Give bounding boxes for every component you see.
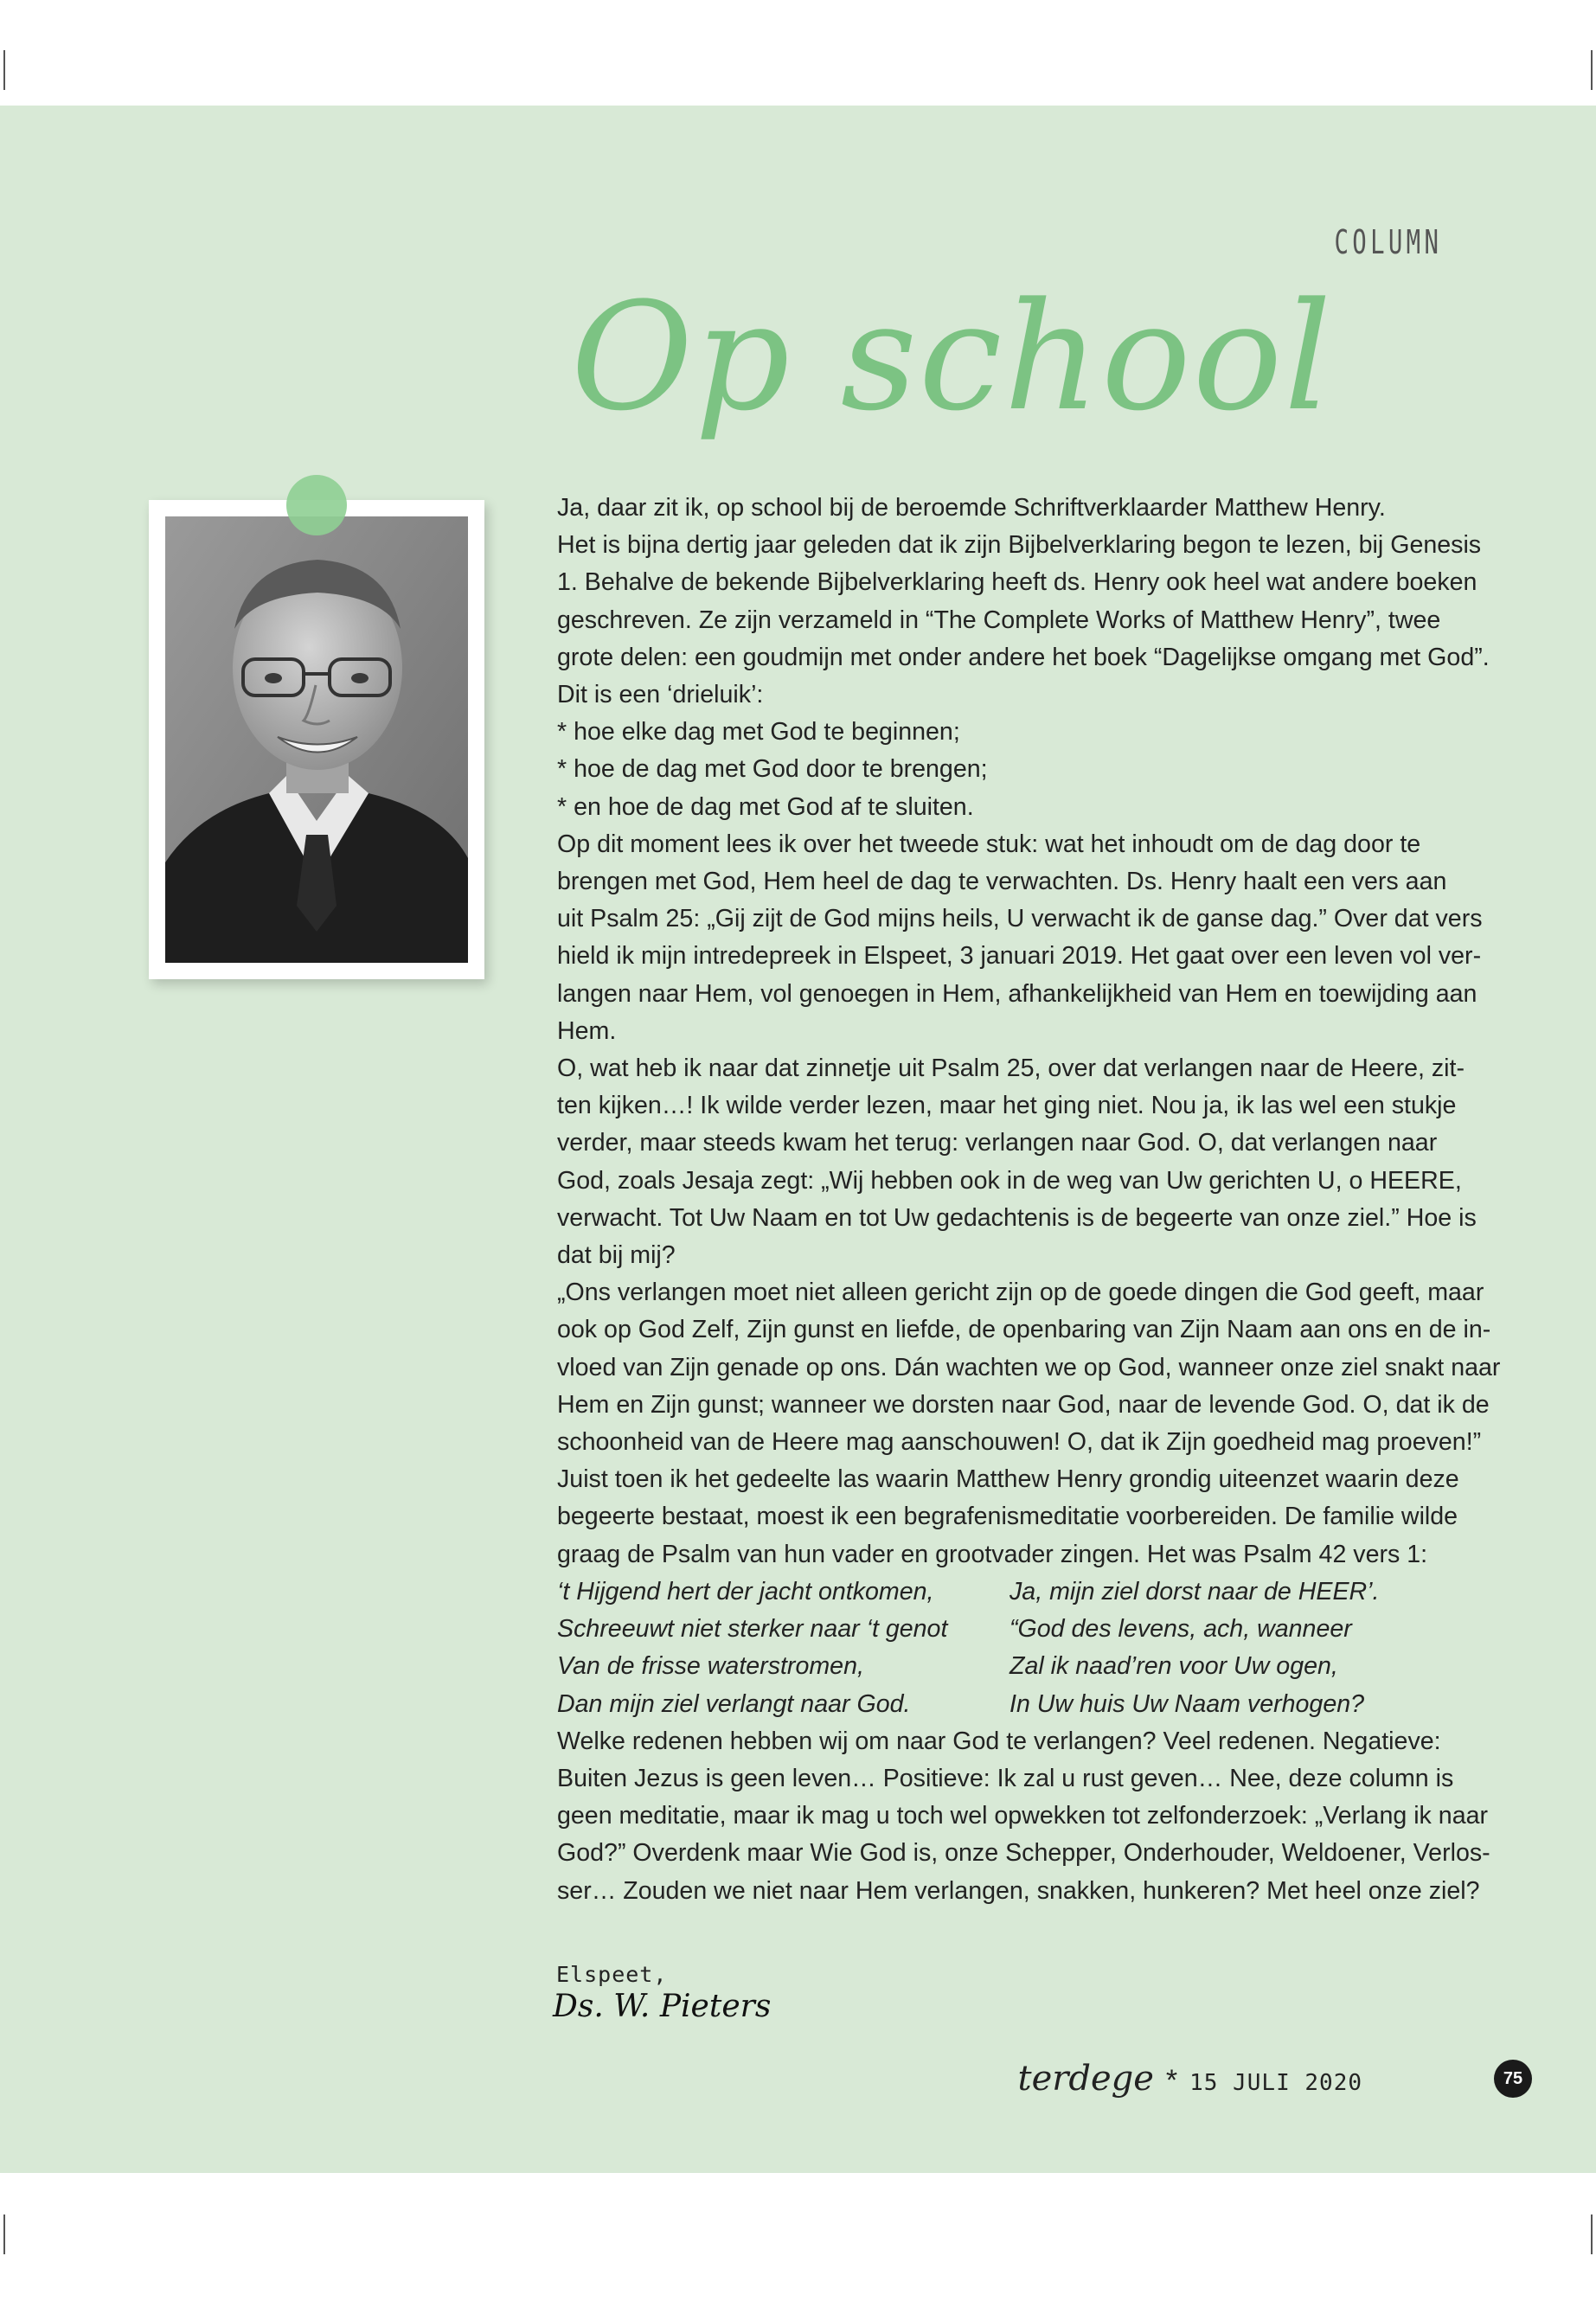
text-line: begeerte bestaat, moest ik een begrafenismeditatie voorbereiden. De familie wilde [557,1503,1458,1531]
crop-mark-bottom-left [3,2214,5,2254]
verse-line: In Uw huis Uw Naam verhogen? [1010,1689,1365,1718]
text-line: grote delen: een goudmijn met onder andere het boek “Dagelijkse omgang met God”. [557,643,1490,671]
text-line: * en hoe de dag met God af te sluiten. [557,792,974,821]
text-line: geen meditatie, maar ik mag u toch wel opwekken tot zelfonderzoek: „Verlang ik naar [557,1802,1489,1830]
verse-line: Schreeuwt niet sterker naar ‘t genot [557,1615,948,1644]
crop-mark-top-right [1591,50,1593,90]
verse-line: Zal ik naad’ren voor Uw ogen, [1010,1652,1338,1681]
text-line: schoonheid van de Heere mag aanschouwen! O, dat ik Zijn goedheid mag proeven!” [557,1428,1482,1457]
text-line: ser… Zouden we niet naar Hem verlangen, snakken, hunkeren? Met heel onze ziel? [557,1876,1480,1905]
article-body [557,490,1501,1910]
text-line: uit Psalm 25: „Gij zijt de God mijns heils, U verwacht ik de ganse dag.” Over dat vers [557,905,1483,933]
verse-line: Van de frisse waterstromen, [557,1652,864,1681]
page-number: 75 [1494,2060,1532,2098]
signature-name: Ds. W. Pieters [553,1989,772,2024]
verse-line: ‘t Hijgend hert der jacht ontkomen, [557,1577,934,1606]
text-line: God, zoals Jesaja zegt: „Wij hebben ook in de weg van Uw gerichten U, o HEERE, [557,1166,1462,1195]
page-footer [1018,2059,1363,2099]
signature-block [553,1962,772,2024]
text-line: verder, maar steeds kwam het terug: verlangen naar God. O, dat verlangen naar [557,1129,1438,1157]
text-line: Op dit moment lees ik over het tweede stuk: wat het inhoudt om de dag door te [557,830,1421,858]
text-line: Dit is een ‘drieluik’: [557,681,764,709]
psalm-verse [557,1574,1496,1723]
signature-place: Elspeet, [556,1962,668,1987]
text-line: „Ons verlangen moet niet alleen gericht zijn op de goede dingen die God geeft, maar [557,1279,1484,1307]
crop-mark-bottom-right [1591,2214,1593,2254]
text-line: God?” Overdenk maar Wie God is, onze Schepper, Onderhouder, Weldoener, Verlos- [557,1839,1490,1868]
text-line: O, wat heb ik naar dat zinnetje uit Psalm 25, over dat verlangen naar de Heere, zit- [557,1054,1465,1083]
text-line: ten kijken…! Ik wilde verder lezen, maar het ging niet. Nou ja, ik las wel een stukje [557,1092,1457,1120]
text-line: dat bij mij? [557,1241,676,1270]
text-line: ook op God Zelf, Zijn gunst en liefde, de openbaring van Zijn Naam aan ons en de in- [557,1316,1491,1344]
text-line: verwacht. Tot Uw Naam en tot Uw gedachtenis is de begeerte van onze ziel.” Hoe is [557,1203,1477,1232]
body-paragraphs [557,490,1501,1574]
text-line: hield ik mijn intredepreek in Elspeet, 3 januari 2019. Het gaat over een leven vol ver- [557,942,1482,971]
pushpin-dot [286,475,347,535]
text-line: brengen met God, Hem heel de dag te verwachten. Ds. Henry haalt een vers aan [557,868,1447,896]
portrait-image [165,516,468,963]
text-line: Buiten Jezus is geen leven… Positieve: Ik zal u rust geven… Nee, deze column is [557,1764,1454,1792]
text-line: langen naar Hem, vol genoegen in Hem, afhankelijkheid van Hem en toewijding aan [557,979,1477,1008]
text-line: * hoe elke dag met God te beginnen; [557,718,960,747]
section-label: COLUMN [1334,223,1442,261]
text-line: 1. Behalve de bekende Bijbelverklaring heeft ds. Henry ook heel wat andere boeken [557,568,1477,597]
text-line: Het is bijna dertig jaar geleden dat ik zijn Bijbelverklaring begon te lezen, bij Genesis [557,531,1482,560]
text-line: Hem. [557,1016,617,1045]
text-line: Welke redenen hebben wij om naar God te verlangen? Veel redenen. Negatieve: [557,1727,1441,1755]
text-line: Hem en Zijn gunst; wanneer we dorsten naar God, naar de levende God. O, dat ik de [557,1390,1490,1419]
verse-line: Dan mijn ziel verlangt naar God. [557,1689,911,1718]
text-line: vloed van Zijn genade op ons. Dán wachten we op God, wanneer onze ziel snakt naar [557,1353,1501,1381]
text-line: Juist toen ik het gedeelte las waarin Matthew Henry grondig uiteenzet waarin deze [557,1465,1459,1494]
portrait-photo [165,516,468,963]
text-line: graag de Psalm van hun vader en grootvader zingen. Het was Psalm 42 vers 1: [557,1540,1428,1568]
footer-separator-star-icon: * [1165,2064,1178,2097]
article-title: Op school [571,270,1334,444]
verse-line: Ja, mijn ziel dorst naar de HEER’. [1010,1577,1380,1606]
text-line: Ja, daar zit ik, op school bij de beroemde Schriftverklaarder Matthew Henry. [557,494,1386,522]
text-line: * hoe de dag met God door te brengen; [557,755,988,784]
text-line: geschreven. Ze zijn verzameld in “The Complete Works of Matthew Henry”, twee [557,606,1441,634]
verse-line: “God des levens, ach, wanneer [1010,1615,1352,1644]
portrait-photo-frame [149,500,484,979]
crop-mark-top-left [3,50,5,90]
magazine-brand: terdege [1017,2059,1154,2099]
issue-date: 15 JULI 2020 [1189,2070,1362,2096]
closing-paragraph [557,1723,1496,1910]
